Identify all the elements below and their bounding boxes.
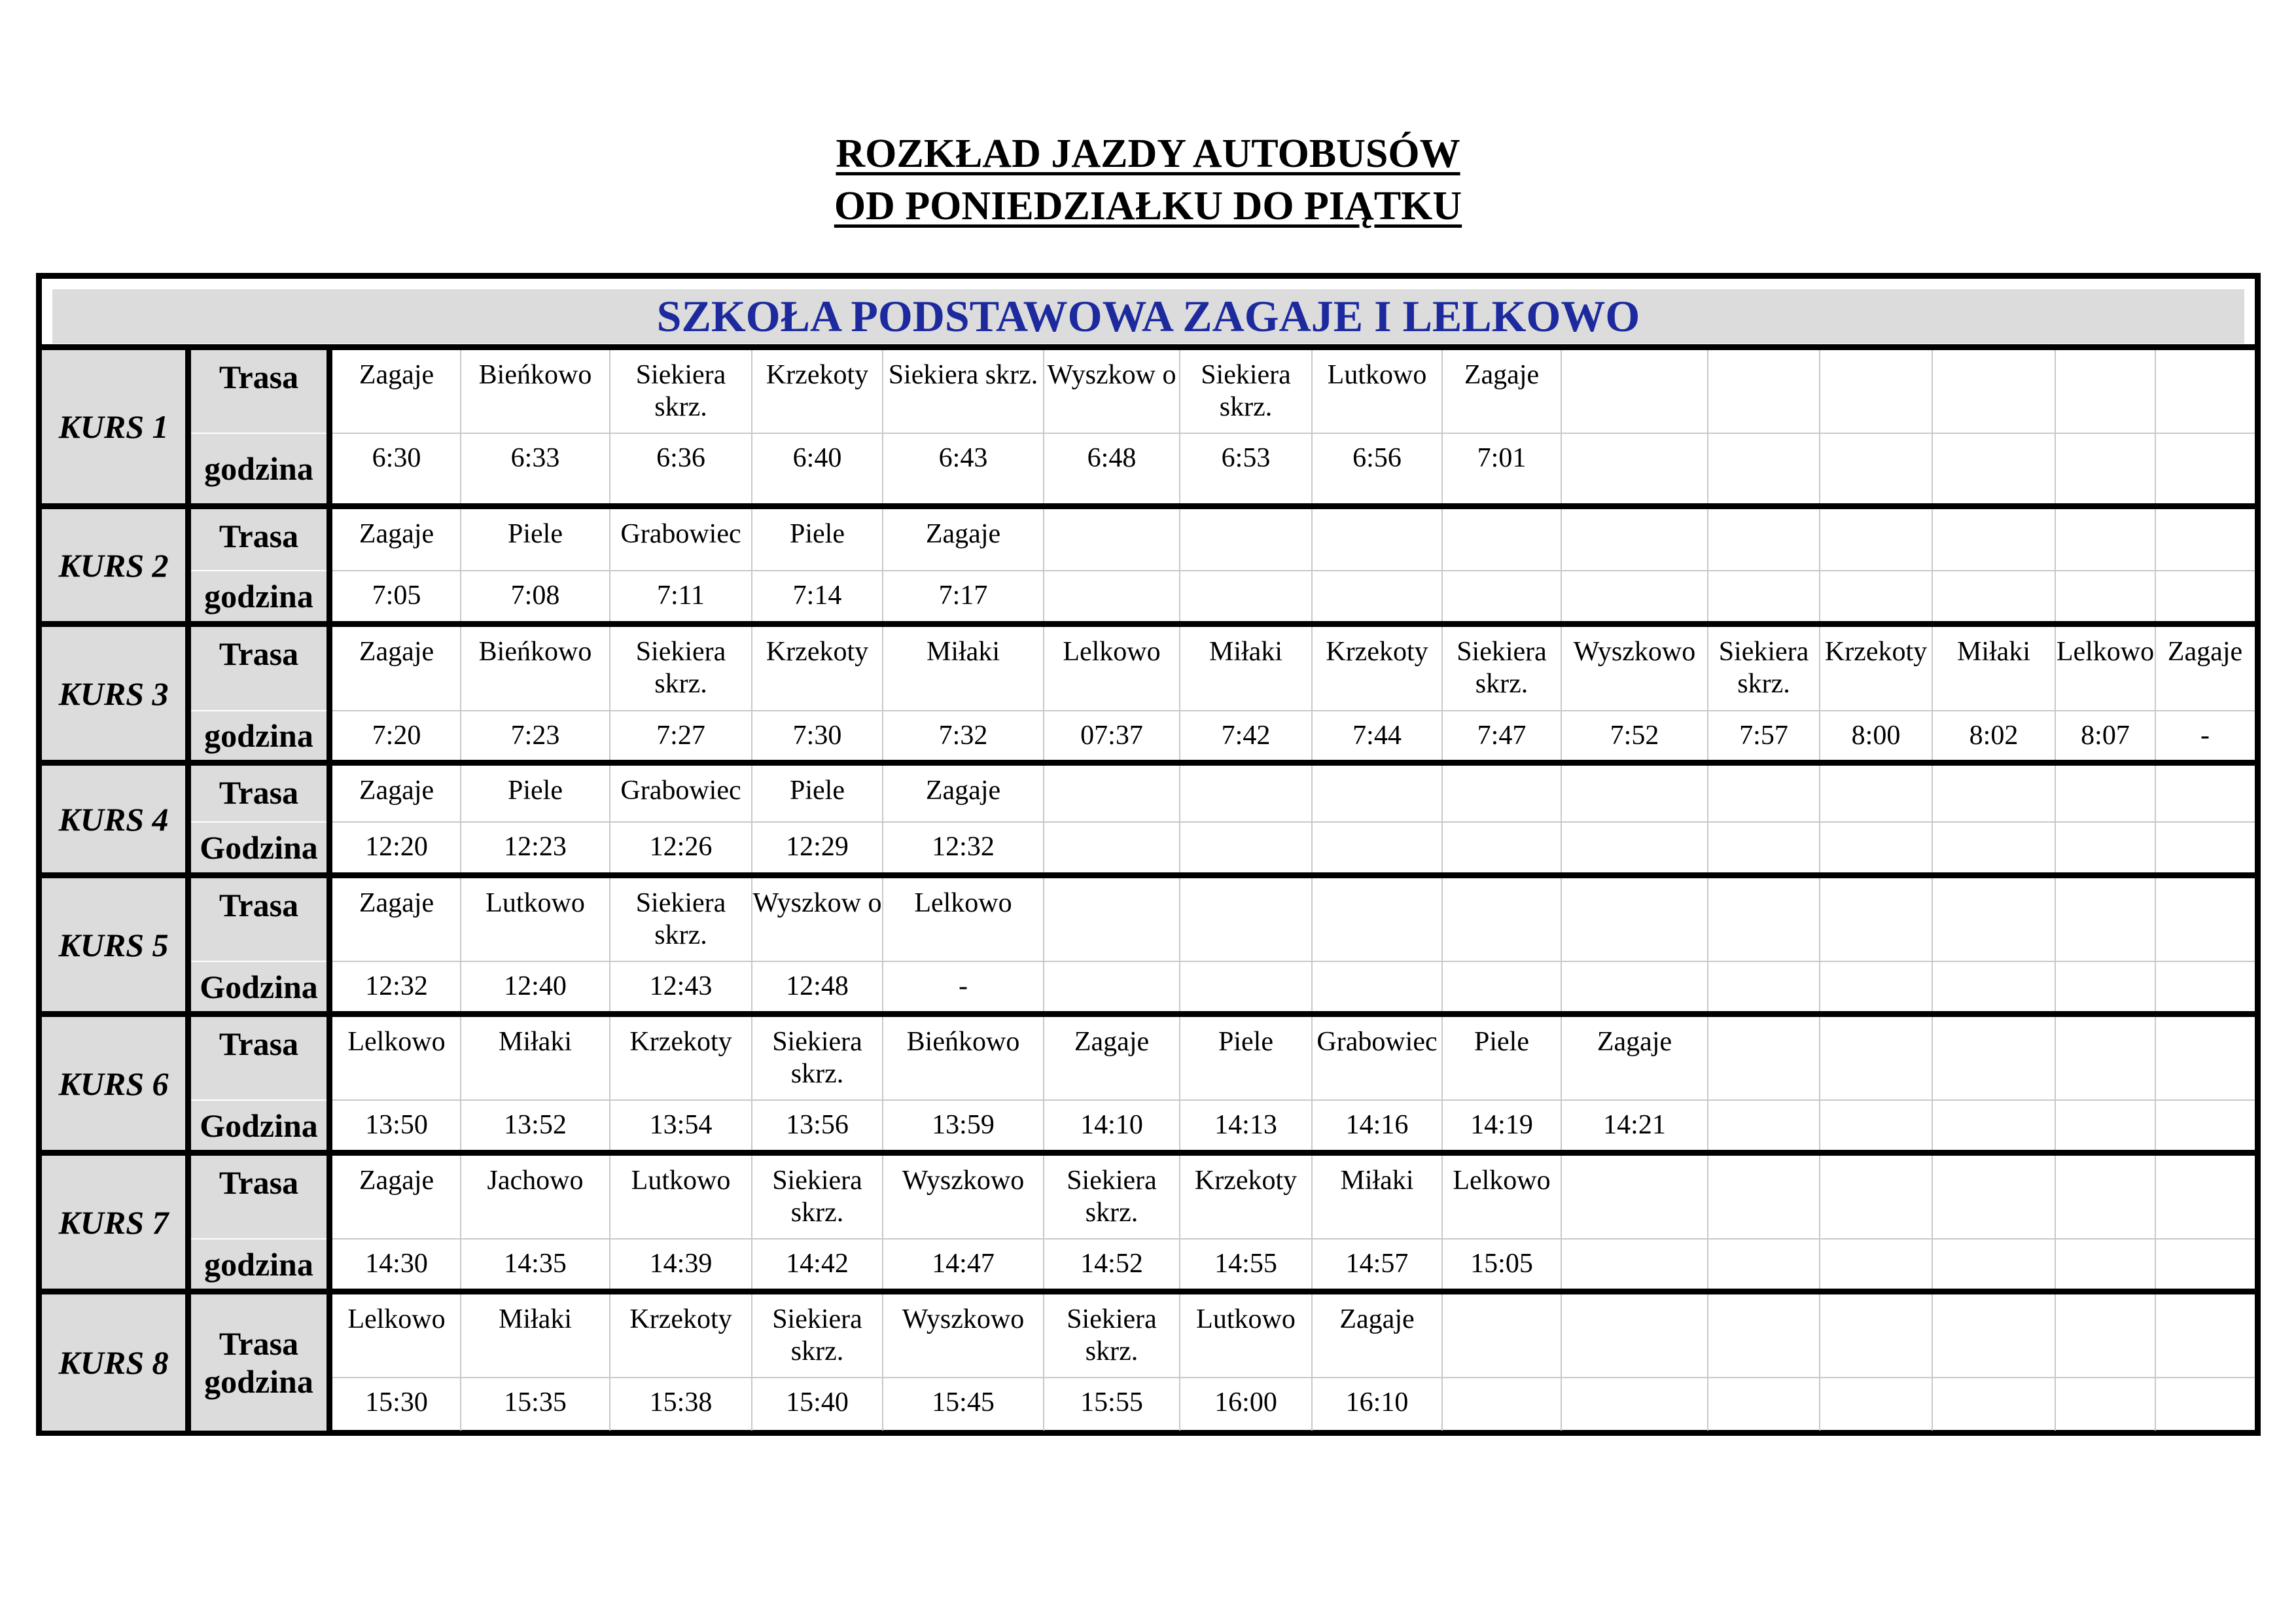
stop-cell: Piele: [508, 776, 563, 806]
route-label: Trasa: [191, 1156, 327, 1239]
stop-cell: Zagaje: [925, 519, 1001, 549]
time-cell: 12:32: [365, 971, 428, 1001]
course-label: KURS 2: [42, 509, 185, 621]
column-separator: [185, 344, 191, 1430]
time-cell: 12:20: [365, 832, 428, 862]
time-cell: 14:55: [1214, 1249, 1277, 1279]
school-banner: SZKOŁA PODSTAWOWA ZAGAJE I LELKOWO: [52, 289, 2244, 344]
stop-cell: Siekiera skrz.: [1201, 360, 1291, 422]
grid-line: [1707, 350, 1708, 503]
time-cell: 8:00: [1851, 721, 1901, 751]
grid-line: [1179, 509, 1180, 621]
grid-line: [1819, 509, 1820, 621]
route-label: Trasa: [191, 766, 327, 822]
grid-line: [2055, 350, 2056, 503]
time-cell: 15:05: [1470, 1249, 1533, 1279]
stop-cell: Siekiera skrz.: [635, 637, 726, 699]
stop-cell: Lelkowo: [347, 1304, 446, 1334]
stop-cell: Piele: [1474, 1027, 1529, 1057]
stop-cell: Siekiera skrz.: [888, 360, 1038, 390]
stop-cell: Siekiera skrz.: [635, 888, 726, 950]
time-label: Godzina: [191, 962, 327, 1011]
grid-line: [1311, 766, 1313, 872]
time-cell: 7:17: [938, 580, 988, 611]
time-cell: 7:27: [656, 721, 705, 751]
grid-line: [1179, 766, 1180, 872]
route-time-label: Trasa godzina: [191, 1294, 327, 1431]
stop-cell: Lutkowo: [1196, 1304, 1296, 1334]
stop-cell: Wyszkowo: [902, 1166, 1025, 1196]
time-cell: 6:36: [656, 443, 705, 473]
time-cell: 7:47: [1477, 721, 1527, 751]
course-label: KURS 3: [42, 627, 185, 760]
stop-cell: Krzekoty: [1194, 1166, 1298, 1196]
time-cell: 14:21: [1603, 1110, 1666, 1140]
time-cell: 12:43: [649, 971, 713, 1001]
grid-line: [2155, 1017, 2156, 1150]
grid-line: [2055, 766, 2056, 872]
page-header: [0, 128, 2296, 232]
grid-line: [1819, 1156, 1820, 1289]
stop-cell: Miłaki: [499, 1027, 572, 1057]
route-label: Trasa: [191, 627, 327, 711]
grid-line: [1561, 878, 1562, 1011]
stop-cell: Siekiera skrz.: [1067, 1304, 1157, 1366]
course-label: KURS 1: [42, 350, 185, 503]
time-cell: 13:52: [504, 1110, 567, 1140]
grid-line: [1179, 878, 1180, 1011]
stop-cell: Grabowiec: [620, 519, 741, 549]
stop-cell: Zagaje: [359, 1166, 434, 1196]
time-cell: 7:32: [938, 721, 988, 751]
stop-cell: Zagaje: [359, 519, 434, 549]
grid-line: [2155, 1294, 2156, 1431]
grid-line: [1819, 1017, 1820, 1150]
stop-cell: Siekiera skrz.: [1067, 1166, 1157, 1228]
stop-cell: Krzekoty: [1824, 637, 1928, 667]
grid-line: [1819, 1294, 1820, 1431]
stop-cell: Krzekoty: [766, 360, 869, 390]
stop-cell: Lutkowo: [1327, 360, 1427, 390]
grid-line: [2155, 509, 2156, 621]
route-label: Trasa: [191, 1017, 327, 1100]
course-label: KURS 4: [42, 766, 185, 872]
time-cell: 14:16: [1345, 1110, 1409, 1140]
row-separator: [42, 621, 2255, 627]
grid-line: [2155, 350, 2156, 503]
grid-line: [1441, 878, 1443, 1011]
time-label: godzina: [191, 434, 327, 503]
time-cell: 7:57: [1739, 721, 1788, 751]
time-cell: 14:10: [1080, 1110, 1143, 1140]
time-cell: 12:48: [786, 971, 849, 1001]
grid-line: [2055, 878, 2056, 1011]
grid-line: [1707, 766, 1708, 872]
time-cell: 15:45: [932, 1387, 995, 1418]
stop-cell: Siekiera skrz.: [772, 1304, 862, 1366]
stop-cell: Krzekoty: [629, 1027, 732, 1057]
grid-line: [1932, 766, 1933, 872]
time-cell: 6:48: [1087, 443, 1137, 473]
grid-line: [1819, 350, 1820, 503]
stop-cell: Zagaje: [359, 776, 434, 806]
time-cell: 12:23: [504, 832, 567, 862]
time-cell: 12:26: [649, 832, 713, 862]
stop-cell: Siekiera skrz.: [772, 1166, 862, 1228]
time-cell: 13:50: [365, 1110, 428, 1140]
stop-cell: Lelkowo: [2056, 637, 2155, 667]
page-subtitle: OD PONIEDZIAŁKU DO PIĄTKU: [834, 184, 1462, 228]
grid-line: [2055, 1156, 2056, 1289]
time-label: Godzina: [191, 823, 327, 872]
time-label: godzina: [191, 1240, 327, 1289]
grid-line: [1932, 1156, 1933, 1289]
grid-line: [2055, 1017, 2056, 1150]
time-cell: 7:01: [1477, 443, 1527, 473]
grid-line: [1932, 878, 1933, 1011]
time-cell: 7:42: [1221, 721, 1271, 751]
time-cell: 7:52: [1610, 721, 1659, 751]
stop-cell: Miłaki: [927, 637, 1000, 667]
time-cell: 14:47: [932, 1249, 995, 1279]
course-label: KURS 6: [42, 1017, 185, 1150]
stop-cell: Zagaje: [1464, 360, 1540, 390]
grid-line: [1932, 1017, 1933, 1150]
grid-line: [1311, 878, 1313, 1011]
stop-cell: Jachowo: [487, 1166, 584, 1196]
time-cell: -: [2200, 721, 2210, 751]
stop-cell: Bieńkowo: [478, 637, 592, 667]
time-cell: 7:20: [372, 721, 421, 751]
grid-line: [1561, 1294, 1562, 1431]
time-cell: 16:00: [1214, 1387, 1277, 1418]
time-cell: 6:53: [1221, 443, 1271, 473]
route-label: Trasa: [191, 878, 327, 961]
time-cell: 7:14: [792, 580, 842, 611]
grid-line: [2155, 1156, 2156, 1289]
time-cell: 6:56: [1352, 443, 1402, 473]
time-cell: 15:30: [365, 1387, 428, 1418]
stop-cell: Zagaje: [359, 637, 434, 667]
grid-line: [1707, 1156, 1708, 1289]
time-cell: 14:13: [1214, 1110, 1277, 1140]
timetable: [36, 273, 2261, 1436]
time-cell: 6:30: [372, 443, 421, 473]
row-separator: [42, 1011, 2255, 1017]
time-cell: 14:19: [1470, 1110, 1533, 1140]
grid-line: [1932, 350, 1933, 503]
stop-cell: Wyszkowo: [1573, 637, 1696, 667]
time-cell: 12:32: [932, 832, 995, 862]
stop-cell: Bieńkowo: [478, 360, 592, 390]
time-cell: 07:37: [1080, 721, 1143, 751]
time-cell: -: [959, 971, 968, 1001]
stop-cell: Piele: [790, 776, 845, 806]
grid-line: [2155, 766, 2156, 872]
grid-line: [1932, 1294, 1933, 1431]
row-separator: [42, 503, 2255, 509]
stop-cell: Siekiera skrz.: [1457, 637, 1547, 699]
stop-cell: Lutkowo: [486, 888, 585, 918]
row-separator: [42, 344, 2255, 350]
stop-cell: Wyszkowo: [902, 1304, 1025, 1334]
time-cell: 12:40: [504, 971, 567, 1001]
time-label: godzina: [191, 571, 327, 621]
stop-cell: Miłaki: [1209, 637, 1282, 667]
grid-line: [2155, 878, 2156, 1011]
row-separator: [42, 872, 2255, 878]
stop-cell: Piele: [1218, 1027, 1273, 1057]
grid-line: [1819, 878, 1820, 1011]
time-cell: 15:38: [649, 1387, 713, 1418]
grid-line: [1311, 509, 1313, 621]
stop-cell: Zagaje: [1597, 1027, 1672, 1057]
stop-cell: Siekiera skrz.: [1718, 637, 1809, 699]
grid-line: [1707, 509, 1708, 621]
time-cell: 14:35: [504, 1249, 567, 1279]
grid-line: [2055, 1294, 2056, 1431]
time-cell: 14:30: [365, 1249, 428, 1279]
time-cell: 7:05: [372, 580, 421, 611]
stop-cell: Piele: [508, 519, 563, 549]
time-cell: 6:40: [792, 443, 842, 473]
route-label: Trasa: [191, 350, 327, 433]
grid-line: [1707, 1294, 1708, 1431]
stop-cell: Wyszkow o: [752, 888, 882, 918]
time-cell: 8:07: [2081, 721, 2130, 751]
page-title: ROZKŁAD JAZDY AUTOBUSÓW: [836, 132, 1460, 176]
stop-cell: Zagaje: [359, 360, 434, 390]
stop-cell: Piele: [790, 519, 845, 549]
row-separator: [42, 1289, 2255, 1294]
time-cell: 13:59: [932, 1110, 995, 1140]
course-label: KURS 5: [42, 878, 185, 1011]
stop-cell: Miłaki: [499, 1304, 572, 1334]
time-cell: 16:10: [1345, 1387, 1409, 1418]
stop-cell: Zagaje: [1339, 1304, 1415, 1334]
grid-line: [1932, 509, 1933, 621]
time-cell: 13:54: [649, 1110, 713, 1140]
grid-line: [1707, 878, 1708, 1011]
time-cell: 14:42: [786, 1249, 849, 1279]
grid-line: [1819, 766, 1820, 872]
time-cell: 15:55: [1080, 1387, 1143, 1418]
stop-cell: Siekiera skrz.: [772, 1027, 862, 1089]
time-cell: 6:43: [938, 443, 988, 473]
time-cell: 7:23: [510, 721, 560, 751]
time-cell: 15:35: [504, 1387, 567, 1418]
time-cell: 6:33: [510, 443, 560, 473]
stop-cell: Zagaje: [359, 888, 434, 918]
time-cell: 7:44: [1352, 721, 1402, 751]
stop-cell: Miłaki: [1340, 1166, 1414, 1196]
time-cell: 14:39: [649, 1249, 713, 1279]
stop-cell: Lutkowo: [631, 1166, 731, 1196]
stop-cell: Grabowiec: [620, 776, 741, 806]
grid-line: [1441, 766, 1443, 872]
stop-cell: Wyszkow o: [1047, 360, 1176, 390]
stop-cell: Bieńkowo: [906, 1027, 1020, 1057]
route-label: Trasa: [191, 509, 327, 571]
time-cell: 14:57: [1345, 1249, 1409, 1279]
stop-cell: Krzekoty: [766, 637, 869, 667]
stop-cell: Krzekoty: [1326, 637, 1428, 667]
course-label: KURS 7: [42, 1156, 185, 1289]
stop-cell: Grabowiec: [1316, 1027, 1438, 1057]
time-cell: 13:56: [786, 1110, 849, 1140]
stop-cell: Zagaje: [2167, 637, 2243, 667]
grid-line: [1561, 509, 1562, 621]
stop-cell: Zagaje: [925, 776, 1001, 806]
stop-cell: Lelkowo: [914, 888, 1012, 918]
stop-cell: Lelkowo: [1453, 1166, 1551, 1196]
stop-cell: Krzekoty: [629, 1304, 732, 1334]
time-label: godzina: [191, 711, 327, 760]
stop-cell: Lelkowo: [347, 1027, 446, 1057]
stop-cell: Zagaje: [1074, 1027, 1150, 1057]
grid-line: [332, 350, 2255, 351]
column-separator: [327, 344, 332, 1430]
stop-cell: Siekiera skrz.: [635, 360, 726, 422]
stop-cell: Miłaki: [1957, 637, 2030, 667]
grid-line: [1441, 509, 1443, 621]
time-cell: 8:02: [1969, 721, 2019, 751]
row-separator: [42, 760, 2255, 766]
time-cell: 14:52: [1080, 1249, 1143, 1279]
time-cell: 7:11: [656, 580, 705, 611]
row-separator: [42, 1150, 2255, 1156]
time-cell: 12:29: [786, 832, 849, 862]
time-cell: 7:08: [510, 580, 560, 611]
grid-line: [1561, 766, 1562, 872]
course-label: KURS 8: [42, 1294, 185, 1431]
stop-cell: Lelkowo: [1063, 637, 1161, 667]
time-label: Godzina: [191, 1101, 327, 1150]
time-cell: 7:30: [792, 721, 842, 751]
time-cell: 15:40: [786, 1387, 849, 1418]
grid-line: [2055, 509, 2056, 621]
